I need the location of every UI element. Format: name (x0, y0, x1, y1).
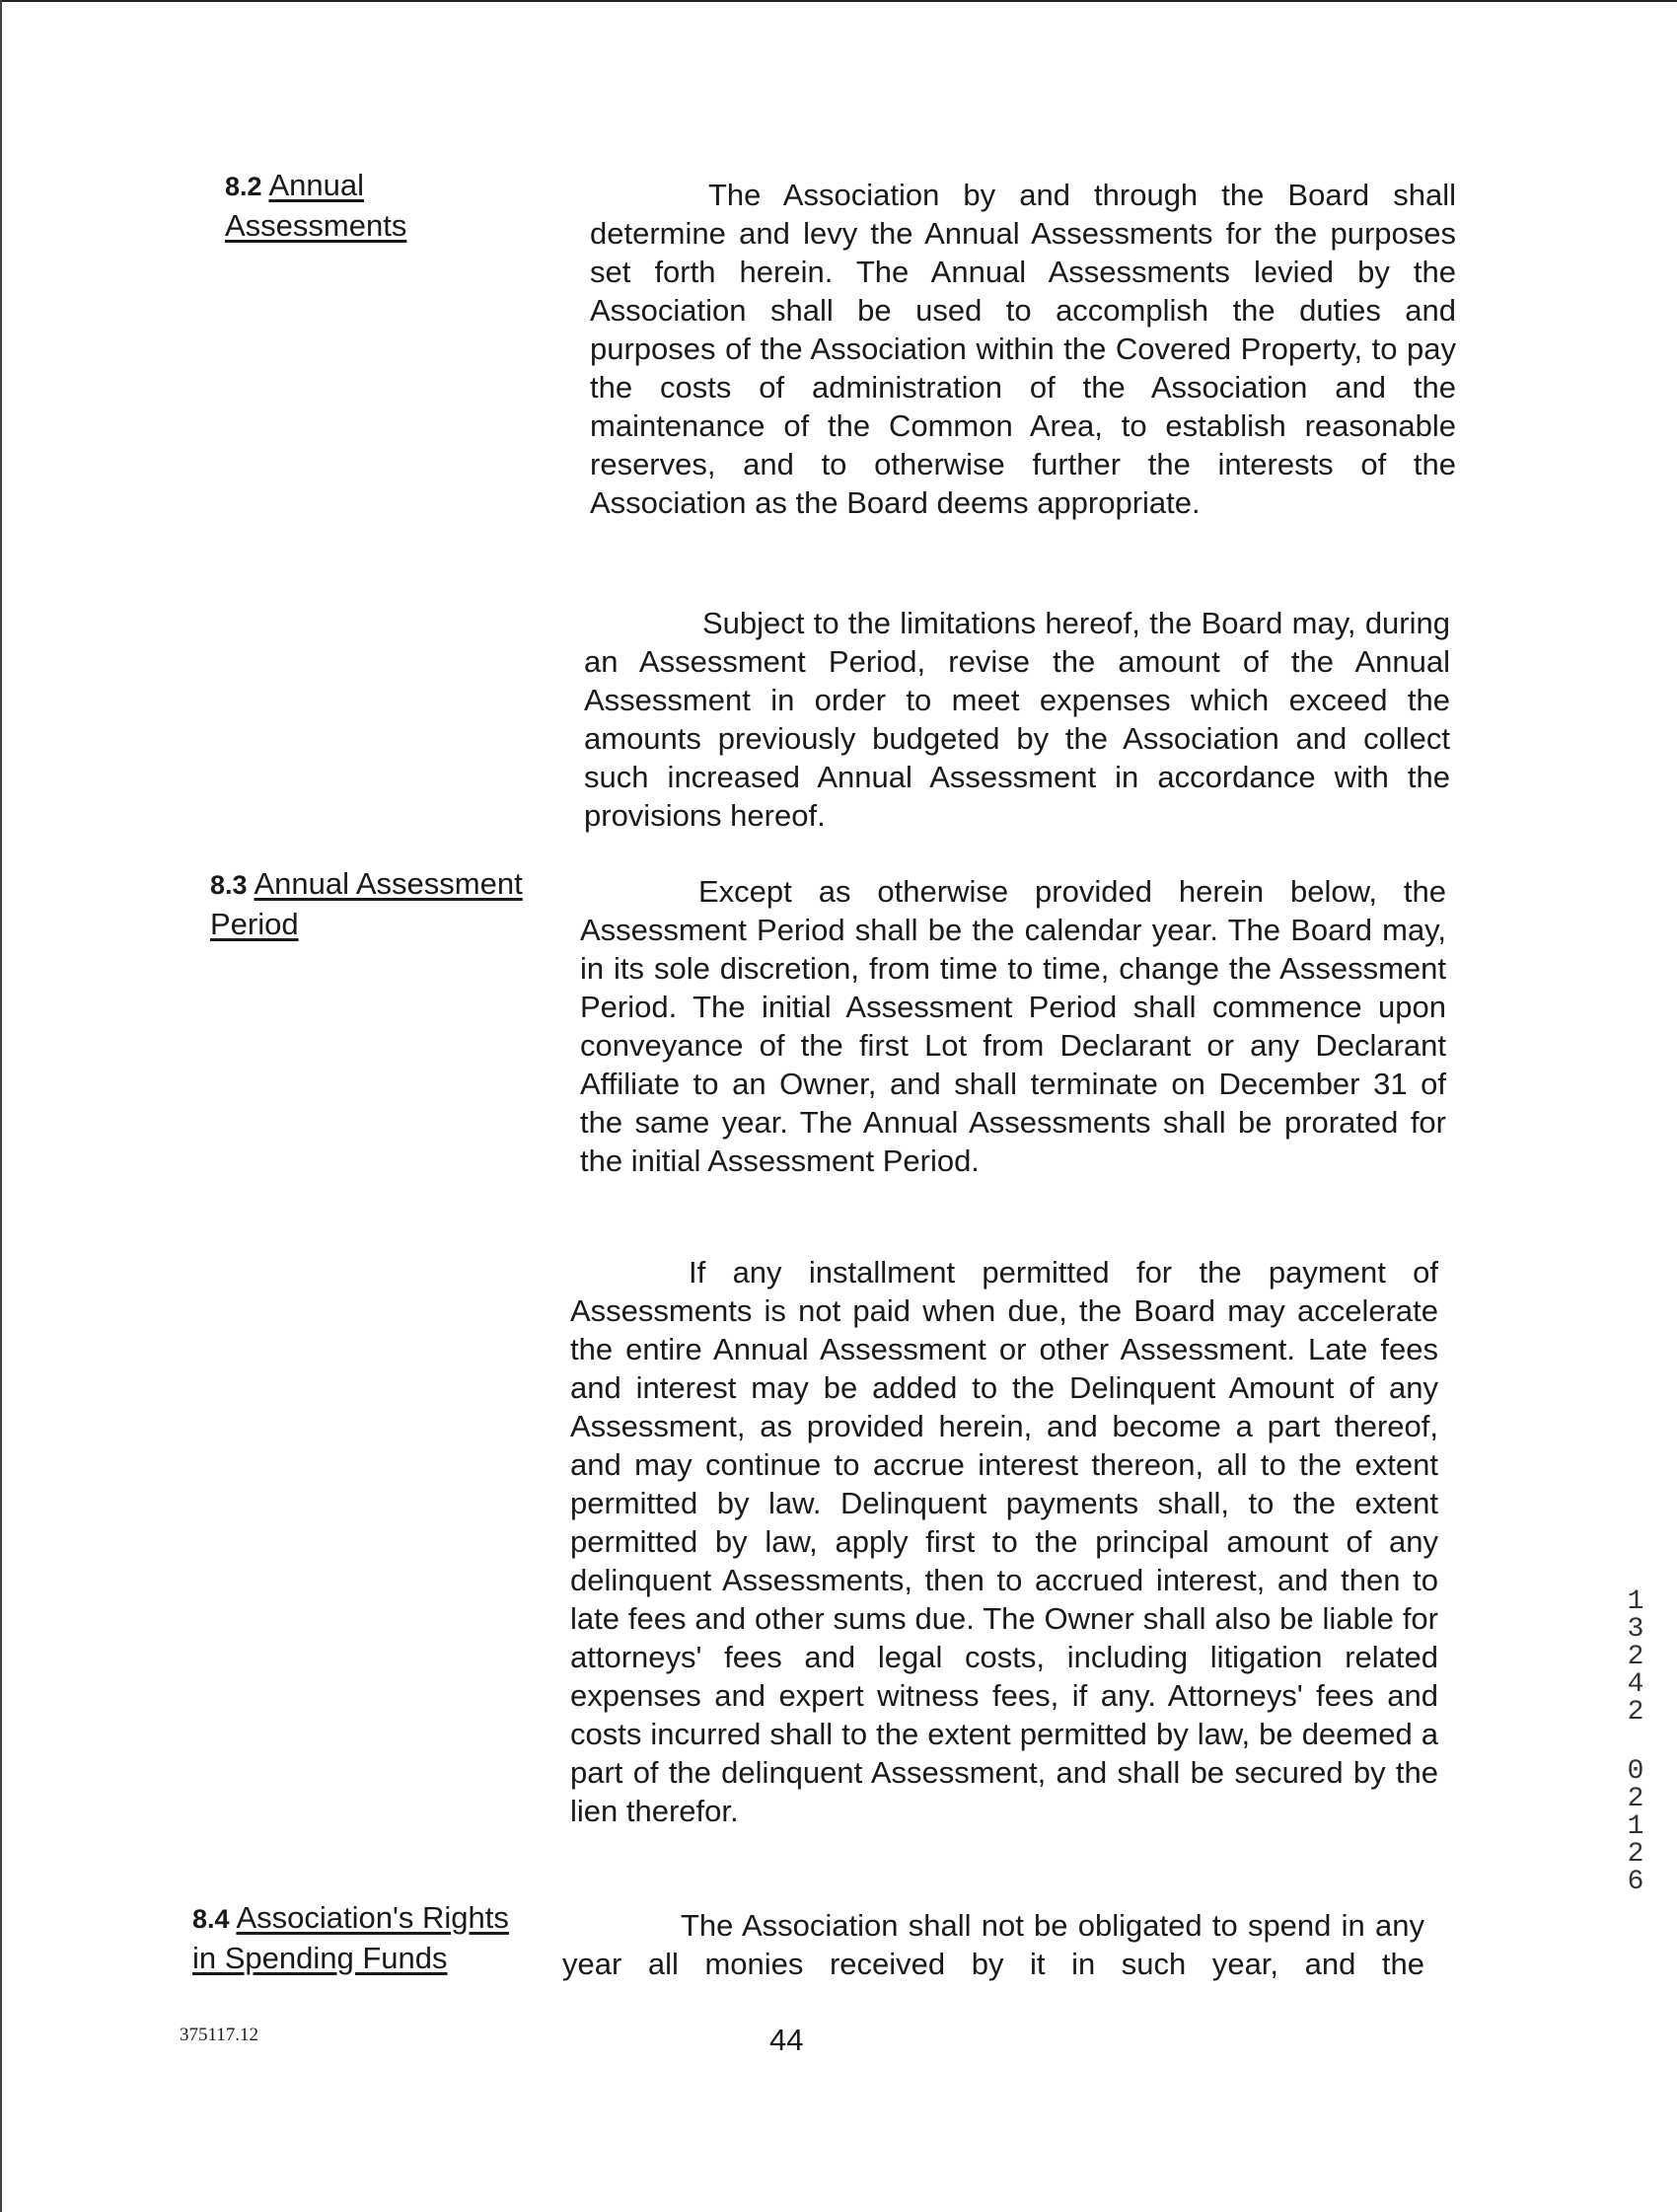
section-title-line: Association's Rights (236, 1900, 509, 1935)
section-title-line: Period (210, 907, 299, 941)
section-number: 8.2 (225, 172, 262, 201)
section-heading-8-4 (192, 1898, 567, 1978)
scan-edge-top (0, 0, 1677, 2)
section-number: 8.4 (192, 1904, 230, 1934)
page-number: 44 (769, 2023, 804, 2057)
section-title-line: in Spending Funds (192, 1941, 448, 1975)
stamp-digit: 2 (1627, 1839, 1644, 1870)
stamp-digit: 0 (1627, 1756, 1644, 1787)
section-heading-8-2 (225, 166, 600, 246)
stamp-digit: 1 (1627, 1586, 1644, 1617)
paragraph-8-3-a: Except as otherwise provided herein below, the Assessment Period shall be the calendar year. The Board may, in its sole discretion, from time to time, change the Assessment Period. The initial Assessment Period shall commence upon conveyance of the first Lot from Declarant or any Declarant Affiliate to an Owner, and shall terminate on December 31 of the same year. The Annual Assessments shall be prorated for the initial Assessment Period. (580, 874, 1446, 1178)
stamp-digit: 1 (1627, 1811, 1644, 1842)
paragraph-8-4-a: The Association shall not be obligated to spend in any year all monies received by it in such year, and the (562, 1908, 1424, 1981)
stamp-digit: 3 (1627, 1614, 1644, 1645)
paragraph-8-2-a: The Association by and through the Board shall determine and levy the Annual Assessments for the purposes set forth herein. The Annual Assessments levied by the Association shall be used to accomplish the duties and purposes of the Association within the Covered Property, to pay the costs of administration of the Association and the maintenance of the Common Area, to establish reasonable reserves, and to otherwise further the interests of the Association as the Board deems appropriate. (590, 178, 1456, 520)
stamp-digit: 6 (1627, 1867, 1644, 1897)
section-heading-8-3 (210, 864, 585, 944)
section-title-line: Annual Assessment (254, 866, 523, 901)
stamp-digit: 2 (1627, 1784, 1644, 1814)
stamp-digit: 2 (1627, 1642, 1644, 1672)
paragraph-8-3-b: If any installment permitted for the payment of Assessments is not paid when due, the Board may accelerate the entire Annual Assessment or other Assessment. Late fees and interest may be added to the Delinquent Amount of any Assessment, as provided herein, and become a part thereof, and may continue to accrue interest thereon, all to the extent permitted by law. Delinquent payments shall, to the extent permitted by law, apply first to the principal amount of any delinquent Assessments, then to accrued interest, and then to late fees and other sums due. The Owner shall also be liable for attorneys' fees and legal costs, including litigation related expenses and expert witness fees, if any. Attorneys' fees and costs incurred shall to the extent permitted by law, be deemed a part of the delinquent Assessment, and shall be secured by the lien therefor. (570, 1255, 1438, 1828)
section-number: 8.3 (210, 870, 248, 900)
stamp-digit: 2 (1627, 1697, 1644, 1728)
section-title-line: Annual (268, 168, 364, 202)
document-id: 375117.12 (180, 2025, 259, 2045)
section-title-line: Assessments (225, 208, 407, 243)
recording-number-stamp (1616, 1588, 1655, 1896)
stamp-digit: 4 (1627, 1669, 1644, 1700)
paragraph-8-2-b: Subject to the limitations hereof, the Board may, during an Assessment Period, revise the amount of the Annual Assessment in order to meet expenses which exceed the amounts previously budgeted by the Association and collect such increased Annual Assessment in accordance with the provisions hereof. (584, 606, 1450, 833)
scan-edge-left (0, 0, 2, 2212)
